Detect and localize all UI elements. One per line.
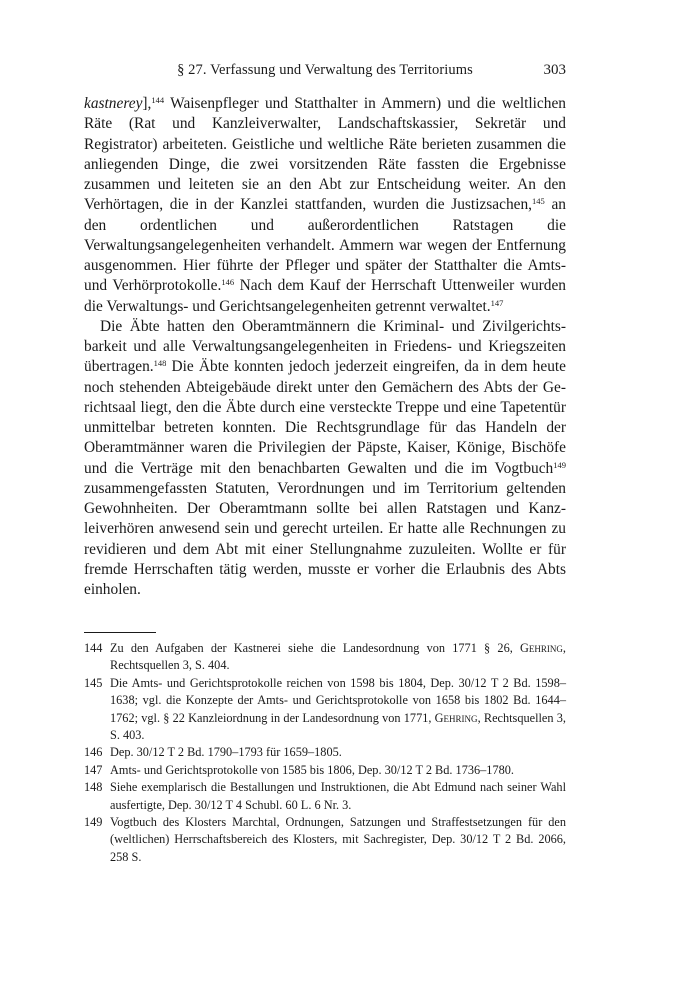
footnotes-section <box>84 640 566 866</box>
footnote-147 <box>84 762 566 779</box>
footnote-number: 145 <box>84 675 103 690</box>
footnote-ref-146[interactable]: 146 <box>221 277 235 288</box>
footnote-number: 147 <box>84 762 103 777</box>
footnote-ref-148[interactable]: 148 <box>153 358 167 369</box>
footnote-146 <box>84 744 566 761</box>
text-run: Nach dem Kauf der Herrschaft Uttenweiler wurden die Verwaltungs- und Gerichtsangelegenheiten getrennt verwaltet. <box>84 277 566 315</box>
footnote-number: 148 <box>84 780 103 795</box>
footnote-144 <box>84 640 566 675</box>
footnote-number: 146 <box>84 745 103 760</box>
paragraph-1 <box>84 94 566 317</box>
text-run: ], <box>142 95 152 112</box>
footnote-divider <box>84 632 156 633</box>
main-text <box>84 94 566 600</box>
footnote-ref-145[interactable]: 145 <box>532 196 545 207</box>
text-run: Die Äbte hatten den Oberamtmännern die Kriminal- und Zivilgerichtsbarkeit und alle Verwaltungsangelegenheiten in Friedens- und Kriegszeiten übertragen. <box>84 317 566 376</box>
page-number: 303 <box>543 62 566 78</box>
footnote-number: 144 <box>84 641 103 655</box>
footnote-text: Siehe exemplarisch die Bestallungen und Instruktionen, die Abt Edmund nach seiner Wahl ausfertigte, Dep. 30/12 T 4 Schubl. 60 L. 6 Nr. 3. <box>110 780 566 812</box>
footnote-149 <box>84 814 566 866</box>
footnote-text: Zu den Aufgaben der Kastnerei siehe die Landesordnung von 1771 § 26, <box>110 641 521 655</box>
author-name: Gehring <box>434 710 478 725</box>
footnote-ref-147[interactable]: 147 <box>490 297 504 308</box>
running-head <box>84 62 566 82</box>
italic-term: kastnerey <box>84 95 143 112</box>
footnote-ref-144[interactable]: 144 <box>151 94 165 105</box>
text-run: zusammengefassten Statuten, Verordnungen und im Territorium geltenden Gewohnheiten. Der Oberamtmann sollte bei allen Ratstagen und Kanzleiverhören anwesend sein und gerecht urteilen. Er hatte alle Rechnungen zu revidieren und dem Abt mit einer Stellungnahme zuzuleiten. Wollte er für fremde Herrschaften tätig werden, musste er vorher die Erlaubnis des Abts einholen. <box>84 479 566 598</box>
footnote-ref-149[interactable]: 149 <box>553 459 566 470</box>
text-run: Die Äbte konnten jedoch jederzeit eingreifen, da in dem heute noch stehenden Abteigebäude direkt unter den Gemächern des Abts der Gerichtsaal liegt, den die Äbte durch eine versteckte Treppe und eine Tapetentür unmittelbar betreten konnten. Die Rechtsgrundlage für das Handeln der Oberamtmänner waren die Privilegien der Päpste, Kaiser, Könige, Bischöfe und die Verträge mit den benachbarten Gewalten und die im Vogtbuch <box>84 358 566 477</box>
footnote-text: Dep. 30/12 T 2 Bd. 1790–1793 für 1659–1805. <box>110 745 342 760</box>
footnote-text: Amts- und Gerichtsprotokolle von 1585 bis 1806, Dep. 30/12 T 2 Bd. 1736–1780. <box>110 762 514 777</box>
text-run: an den ordentlichen und außerordentlichen Ratstagen die Verwaltungsangelegenheiten verhandelt. Ammern war wegen der Entfernung ausgenommen. Hier führte der Pfleger und später der Statthalter die Amts- und Verhörprotokolle. <box>84 196 567 295</box>
running-head-title: § 27. Verfassung und Verwaltung des Territoriums <box>177 62 473 78</box>
footnote-148 <box>84 779 566 814</box>
text-run: Waisenpfleger und Statthalter in Ammern) und die weltlichen Räte (Rat und Kanzleiverwalter, Landschaftskassier, Sekretär und Registrator) arbeiteten. Geistliche und weltliche Räte berieten zusammen die anliegenden Dinge, die zwei vorsitzenden Räte fassten die Ergebnisse zusammen und leiteten sie an den Abt zur Entscheidung weiter. An den Verhörtagen, die in der Kanzlei stattfanden, wurden die Justizsachen, <box>84 95 566 214</box>
footnote-text: , Rechtsquellen 3, S. 404. <box>110 641 566 673</box>
author-name: Gehring <box>520 641 563 655</box>
footnote-145 <box>84 675 566 745</box>
paragraph-2 <box>84 317 566 601</box>
footnote-number: 149 <box>84 815 103 830</box>
footnote-text: Vogtbuch des Klosters Marchtal, Ordnungen, Satzungen und Straffestsetzungen für den (weltlichen) Herrschaftsbereich des Klosters, mit Sachregister, Dep. 30/12 T 2 Bd. 2066, 258 S. <box>110 815 566 864</box>
footnote-text: , Rechtsquellen 3, S. 403. <box>110 710 566 743</box>
footnote-text: Die Amts- und Gerichtsprotokolle reichen von 1598 bis 1804, Dep. 30/12 T 2 Bd. 1598–1638; vgl. die Konzepte der Amts- und Gerichtsprotokolle von 1658 bis 1802 Bd. 1644–1762; vgl. § 22 Kanzleiordnung in der Landesordnung von 1771, <box>110 675 566 725</box>
